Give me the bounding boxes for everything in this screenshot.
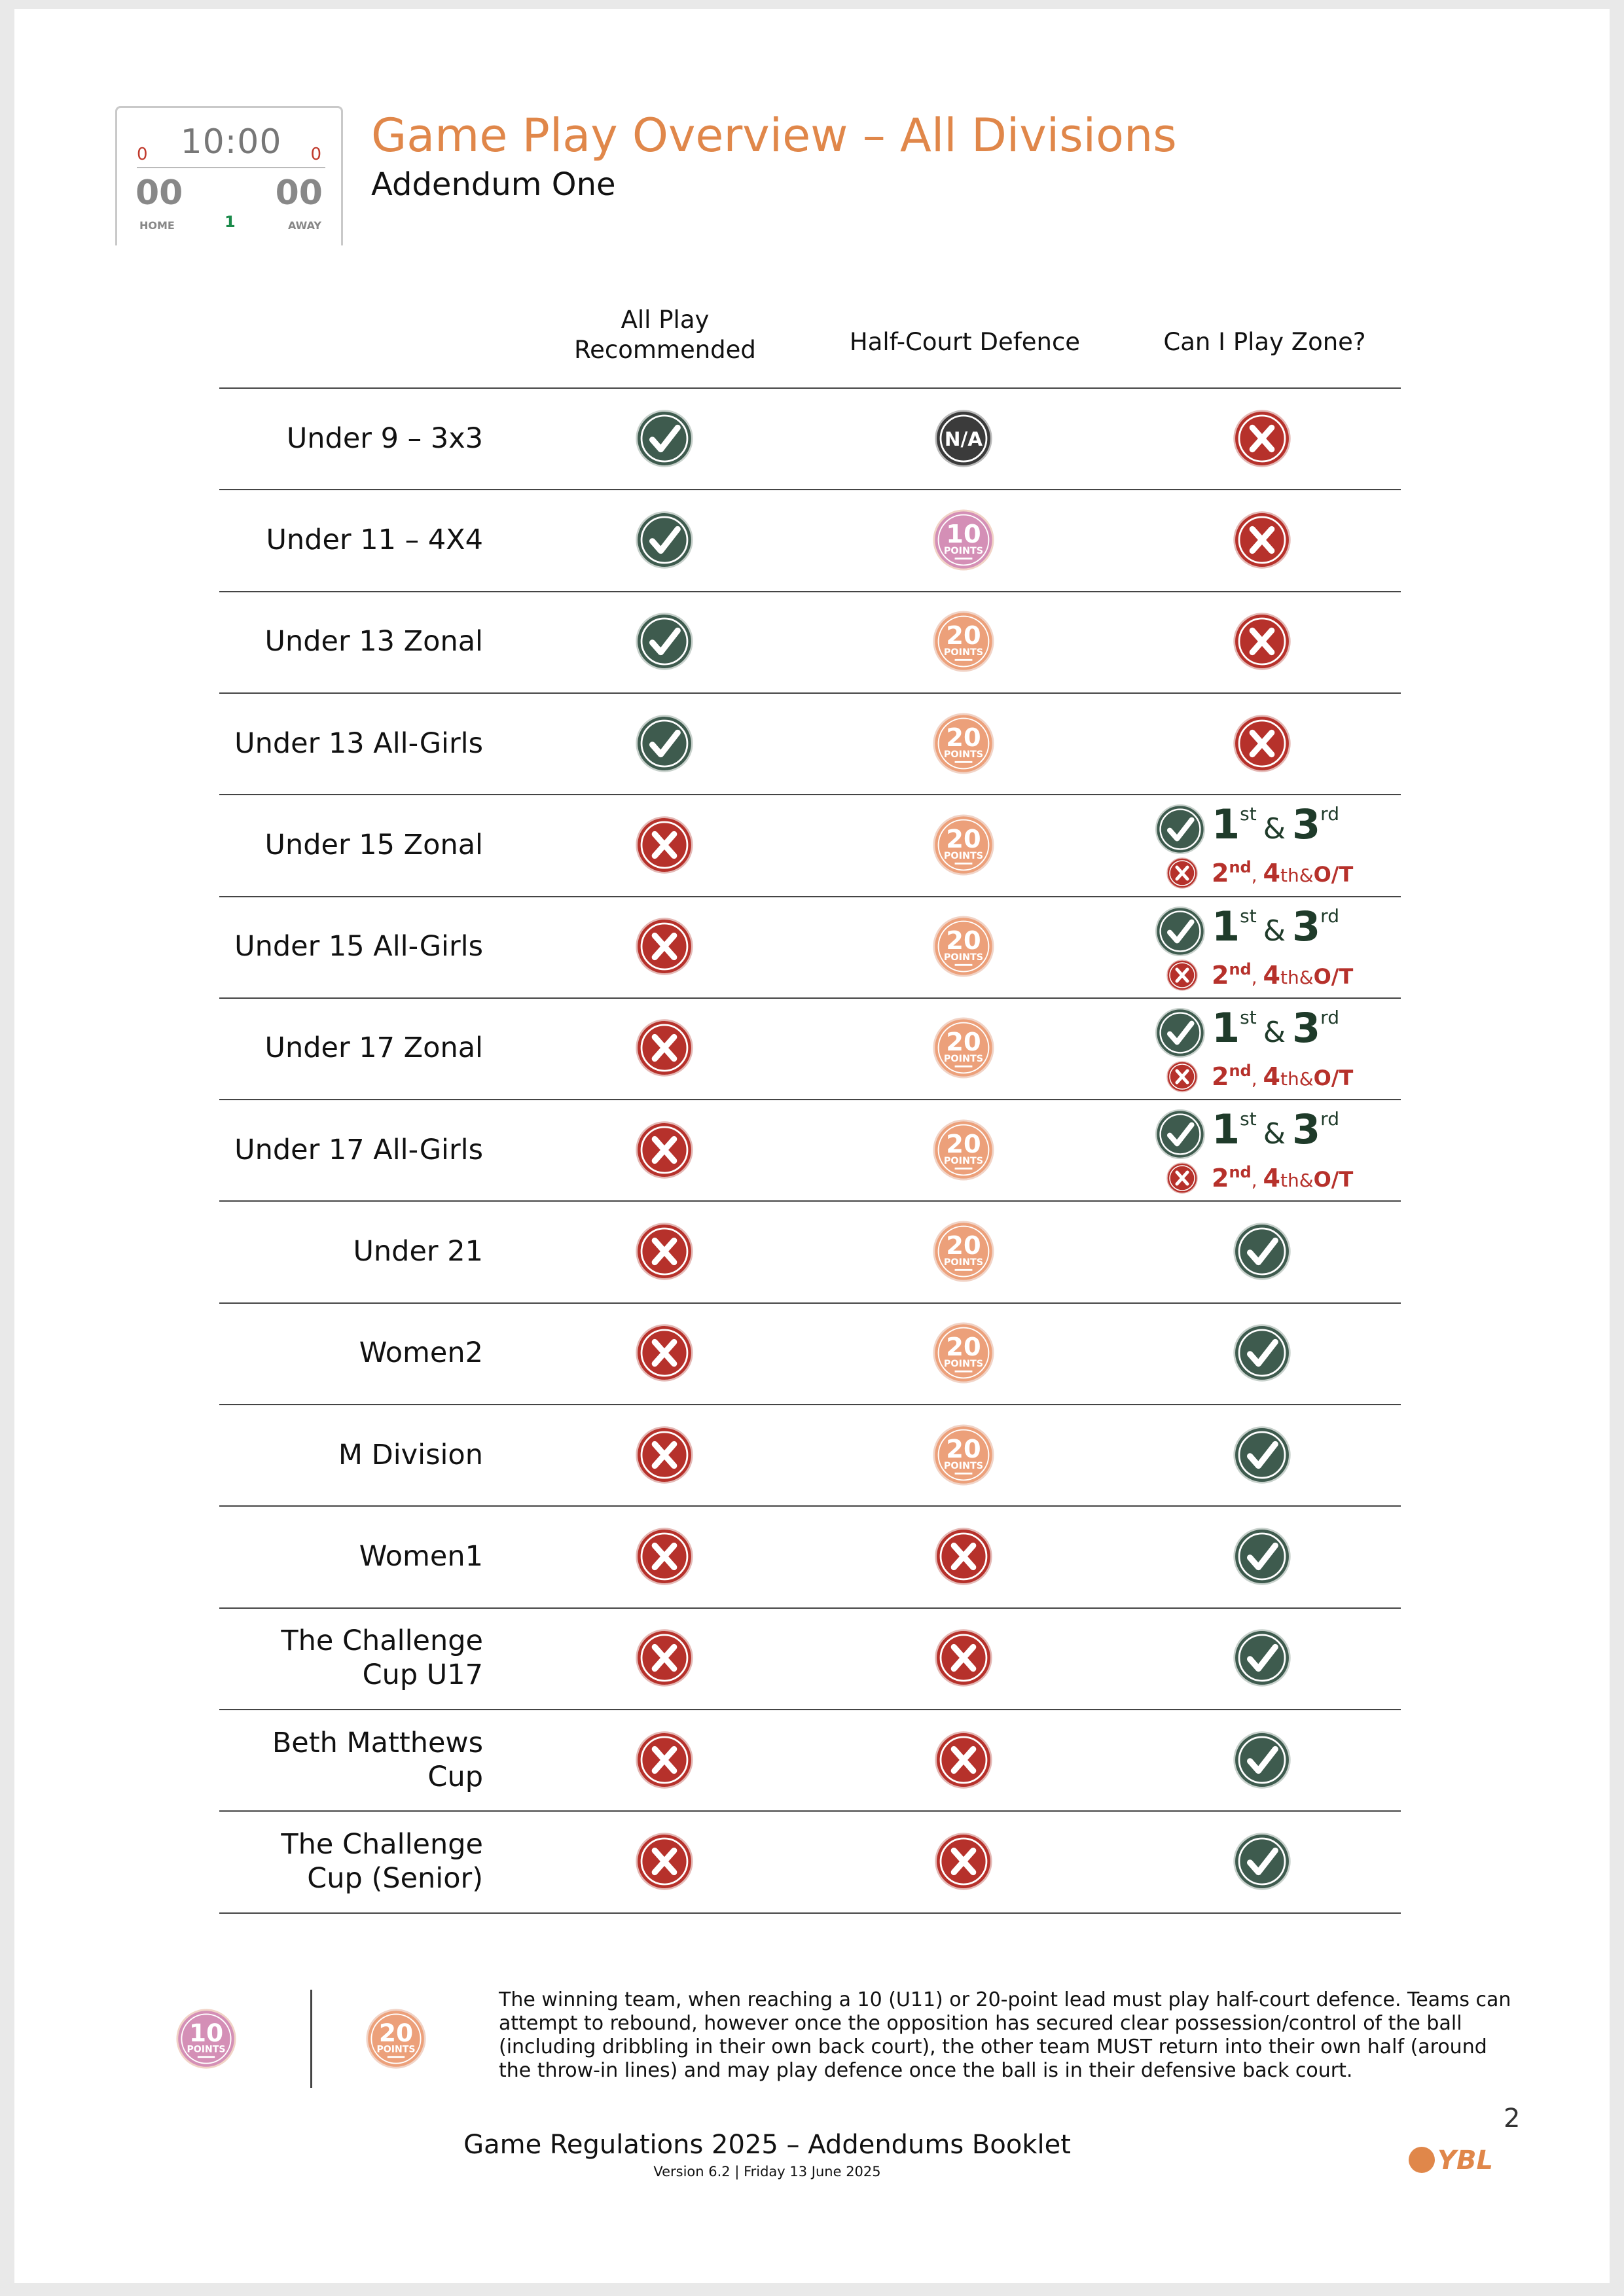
zone-not-allowed-periods: 2nd, 4th&O/T (1212, 858, 1354, 888)
svg-text:POINTS: POINTS (376, 2044, 416, 2055)
period-overtime: O/T (1313, 963, 1354, 989)
period-second-suffix: nd (1229, 1163, 1252, 1182)
20-points-icon (932, 1220, 995, 1283)
cross-icon (634, 916, 695, 977)
svg-text:20: 20 (378, 2018, 414, 2047)
period-first: 1 (1212, 800, 1240, 849)
period-overtime: O/T (1313, 862, 1354, 888)
check-icon (1232, 1628, 1292, 1688)
scoreboard-home-period: 0 (137, 145, 148, 164)
row-label-line: The Challenge (281, 1827, 483, 1861)
row-label (156, 1539, 483, 1573)
col-header-all-play-line1: All Play (621, 306, 710, 334)
svg-text:POINTS: POINTS (943, 952, 984, 963)
check-icon (1154, 803, 1206, 855)
col-header-all-play (514, 305, 816, 365)
zone-allowed-periods (1212, 903, 1339, 950)
period-second: 2 (1212, 859, 1229, 888)
check-icon (1232, 1221, 1292, 1282)
period-third-suffix: rd (1320, 905, 1339, 927)
period-first: 1 (1212, 1105, 1240, 1154)
check-icon (634, 408, 695, 469)
period-and-2: & (1299, 1067, 1314, 1090)
period-first-suffix: st (1240, 803, 1257, 825)
period-and-2: & (1299, 966, 1314, 988)
row-label (156, 1133, 483, 1167)
row-label (156, 1031, 483, 1065)
row-label-line: Beth Matthews (272, 1726, 483, 1759)
table-row-rule (219, 1302, 1401, 1304)
period-fourth-suffix: th (1280, 865, 1299, 887)
period-fourth-suffix: th (1280, 1067, 1299, 1090)
svg-text:POINTS: POINTS (187, 2044, 226, 2055)
zone-allowed-periods (1212, 1105, 1339, 1153)
table-row-rule (219, 489, 1401, 490)
period-third-suffix: rd (1320, 1108, 1339, 1130)
period-and-2: & (1299, 1170, 1314, 1192)
period-overtime: O/T (1313, 1167, 1354, 1193)
20-points-icon (932, 1424, 995, 1486)
row-label-line: Women1 (359, 1539, 483, 1573)
period-second-suffix: nd (1229, 960, 1252, 978)
row-label-line: Under 13 All-Girls (234, 726, 483, 760)
row-label (156, 1234, 483, 1268)
check-icon (1232, 1526, 1292, 1587)
period-and: & (1263, 914, 1286, 948)
row-label-line: Under 9 – 3x3 (286, 422, 483, 455)
row-label (156, 1438, 483, 1472)
period-and: & (1263, 812, 1286, 846)
table-row-rule (219, 1099, 1401, 1100)
period-and: & (1263, 1015, 1286, 1049)
cross-icon (933, 1628, 994, 1688)
table-row-rule (219, 1505, 1401, 1507)
cross-icon (1166, 1060, 1199, 1093)
period-first: 1 (1212, 1003, 1240, 1052)
scoreboard-away-score: 00 (275, 173, 323, 213)
table-row-rule (219, 1912, 1401, 1914)
scoreboard-home-score: 00 (135, 173, 183, 213)
zone-not-allowed-periods: 2nd, 4th&O/T (1212, 1163, 1354, 1193)
cross-icon (933, 1831, 994, 1892)
row-label (156, 726, 483, 761)
scoreboard-away-label: AWAY (287, 219, 321, 232)
row-label (156, 1726, 483, 1794)
cross-icon (634, 1120, 695, 1180)
svg-text:POINTS: POINTS (943, 647, 984, 658)
svg-text:20: 20 (946, 1129, 981, 1159)
check-icon (1232, 1323, 1292, 1383)
period-first-suffix: st (1240, 1108, 1257, 1130)
cross-icon (1232, 713, 1292, 774)
period-fourth-suffix: th (1280, 966, 1299, 988)
period-fourth: 4 (1263, 1062, 1280, 1091)
cross-icon (634, 1018, 695, 1078)
20-points-icon (932, 814, 995, 876)
row-label (156, 422, 483, 456)
period-overtime: O/T (1313, 1065, 1354, 1090)
table-row-rule (219, 1404, 1401, 1405)
svg-text:20: 20 (946, 1230, 981, 1261)
cross-icon (634, 1221, 695, 1282)
check-icon (1154, 1007, 1206, 1059)
table-row-rule (219, 896, 1401, 897)
svg-text:10: 10 (189, 2018, 224, 2047)
scoreboard-away-period: 0 (310, 145, 321, 164)
period-second-suffix: nd (1229, 1061, 1252, 1080)
svg-text:20: 20 (946, 723, 981, 753)
table-row-rule (219, 1607, 1401, 1609)
20-points-icon (932, 1321, 995, 1384)
zone-allowed-periods (1212, 1004, 1339, 1052)
cross-icon (634, 1831, 695, 1892)
row-label (156, 523, 483, 557)
col-header-half-court: Half-Court Defence (849, 328, 1081, 356)
svg-text:POINTS: POINTS (943, 1054, 984, 1065)
zone-allowed-periods (1212, 800, 1339, 848)
period-first-suffix: st (1240, 1006, 1257, 1028)
period-second: 2 (1212, 1062, 1229, 1091)
row-label-line: Under 21 (353, 1235, 483, 1268)
svg-text:20: 20 (946, 925, 981, 956)
row-label (156, 624, 483, 658)
svg-text:20: 20 (946, 1333, 981, 1363)
page-number: 2 (1504, 2104, 1521, 2134)
row-label-line: Cup (Senior) (307, 1861, 483, 1895)
cross-icon (634, 1425, 695, 1485)
row-label-line: Under 11 – 4X4 (266, 523, 483, 556)
cross-icon (634, 815, 695, 875)
svg-text:POINTS: POINTS (943, 1460, 984, 1471)
20-points-icon (932, 610, 995, 673)
svg-text:20: 20 (946, 1028, 981, 1058)
row-label (156, 929, 483, 963)
check-icon (1232, 1730, 1292, 1790)
svg-text:POINTS: POINTS (943, 1359, 984, 1370)
na-badge-icon (933, 408, 994, 469)
table-row-rule (219, 692, 1401, 694)
row-label-line: Cup U17 (362, 1659, 483, 1692)
page (14, 9, 1610, 2283)
10-points-icon (932, 509, 995, 571)
scoreboard-period: 1 (225, 213, 236, 231)
cross-icon (634, 1730, 695, 1790)
svg-text:20: 20 (946, 824, 981, 854)
col-header-all-play-line2: Recommended (574, 336, 756, 364)
check-icon (1154, 905, 1206, 958)
check-icon (634, 713, 695, 774)
period-third: 3 (1292, 1105, 1321, 1154)
check-icon (1232, 1831, 1292, 1892)
legend-10-points-icon (175, 2008, 237, 2070)
page-subtitle: Addendum One (371, 166, 616, 203)
basketball-icon (1409, 2147, 1435, 2173)
check-icon (1154, 1108, 1206, 1160)
legend-text: The winning team, when reaching a 10 (U11) or 20-point lead must play half-court defence. Teams can attempt to rebound, however once the opposition has secured clear possession/control of the ball (including dribbling in their own back court), the other team MUST return into their own half (around the throw-in lines) and may play defence once the ball is in their defensive back court. (499, 1988, 1511, 2082)
period-third: 3 (1292, 800, 1321, 849)
row-label-line: The Challenge (281, 1624, 483, 1658)
svg-text:POINTS: POINTS (943, 749, 984, 760)
svg-text:20: 20 (946, 1434, 981, 1464)
ybl-logo-text: YBL (1437, 2145, 1493, 2176)
period-and-2: & (1299, 865, 1314, 887)
check-icon (1232, 1425, 1292, 1485)
cross-icon (933, 1730, 994, 1790)
20-points-icon (932, 712, 995, 775)
check-icon (634, 510, 695, 570)
page-title: Game Play Overview – All Divisions (371, 109, 1177, 162)
20-points-icon (932, 1016, 995, 1079)
period-third: 3 (1292, 1003, 1321, 1052)
svg-text:POINTS: POINTS (943, 1257, 984, 1268)
row-label-line: Under 13 Zonal (264, 625, 483, 658)
20-points-icon (932, 915, 995, 978)
zone-not-allowed-periods: 2nd, 4th&O/T (1212, 1061, 1354, 1091)
period-second-suffix: nd (1229, 858, 1252, 877)
period-fourth: 4 (1263, 859, 1280, 888)
footer-version: Version 6.2 | Friday 13 June 2025 (653, 2164, 881, 2179)
cross-icon (1166, 857, 1199, 889)
table-row-rule (219, 997, 1401, 999)
cross-icon (1232, 611, 1292, 672)
row-label-line: Women2 (359, 1336, 483, 1370)
period-fourth-suffix: th (1280, 1170, 1299, 1192)
col-header-zone: Can I Play Zone? (1163, 328, 1366, 356)
period-fourth: 4 (1263, 1164, 1280, 1193)
table-row-rule (219, 794, 1401, 795)
ybl-logo (1409, 2145, 1493, 2176)
table-header-rule (219, 387, 1401, 389)
row-label-line: Under 15 Zonal (264, 828, 483, 861)
period-and: & (1263, 1117, 1286, 1151)
table-row-rule (219, 1200, 1401, 1202)
table-row-rule (219, 591, 1401, 592)
svg-text:POINTS: POINTS (943, 1155, 984, 1166)
table-row-rule (219, 1709, 1401, 1710)
svg-text:10: 10 (946, 519, 981, 549)
cross-icon (634, 1323, 695, 1383)
scoreboard-time: 10:00 (180, 122, 282, 162)
period-first: 1 (1212, 902, 1240, 950)
period-fourth: 4 (1263, 960, 1280, 990)
legend-20-points-icon (365, 2008, 427, 2070)
scoreboard-logo (115, 106, 343, 245)
svg-text:N/A: N/A (944, 427, 983, 450)
row-label (156, 1336, 483, 1370)
cross-icon (634, 1628, 695, 1688)
svg-text:POINTS: POINTS (943, 546, 984, 557)
period-first-suffix: st (1240, 905, 1257, 927)
row-label (156, 1827, 483, 1895)
cross-icon (634, 1526, 695, 1587)
cross-icon (1166, 959, 1199, 992)
period-second: 2 (1212, 960, 1229, 990)
row-label-line: M Division (338, 1438, 483, 1471)
period-third-suffix: rd (1320, 1006, 1339, 1028)
20-points-icon (932, 1119, 995, 1181)
svg-text:20: 20 (946, 621, 981, 651)
period-third-suffix: rd (1320, 803, 1339, 825)
row-label-line: Under 15 All-Girls (234, 930, 483, 963)
row-label (156, 1624, 483, 1692)
cross-icon (933, 1526, 994, 1587)
zone-not-allowed-periods: 2nd, 4th&O/T (1212, 960, 1354, 990)
svg-text:POINTS: POINTS (943, 850, 984, 861)
cross-icon (1232, 408, 1292, 469)
period-second: 2 (1212, 1164, 1229, 1193)
cross-icon (1166, 1162, 1199, 1194)
scoreboard-home-label: HOME (139, 219, 175, 232)
scoreboard-divider (137, 167, 325, 168)
cross-icon (1232, 510, 1292, 570)
table-row-rule (219, 1810, 1401, 1812)
row-label-line: Under 17 Zonal (264, 1031, 483, 1065)
check-icon (634, 611, 695, 672)
row-label-line: Under 17 All-Girls (234, 1133, 483, 1166)
period-third: 3 (1292, 902, 1321, 950)
footer-title: Game Regulations 2025 – Addendums Booklet (463, 2130, 1071, 2160)
row-label (156, 828, 483, 862)
legend-divider (310, 1990, 312, 2088)
row-label-line: Cup (427, 1760, 483, 1793)
